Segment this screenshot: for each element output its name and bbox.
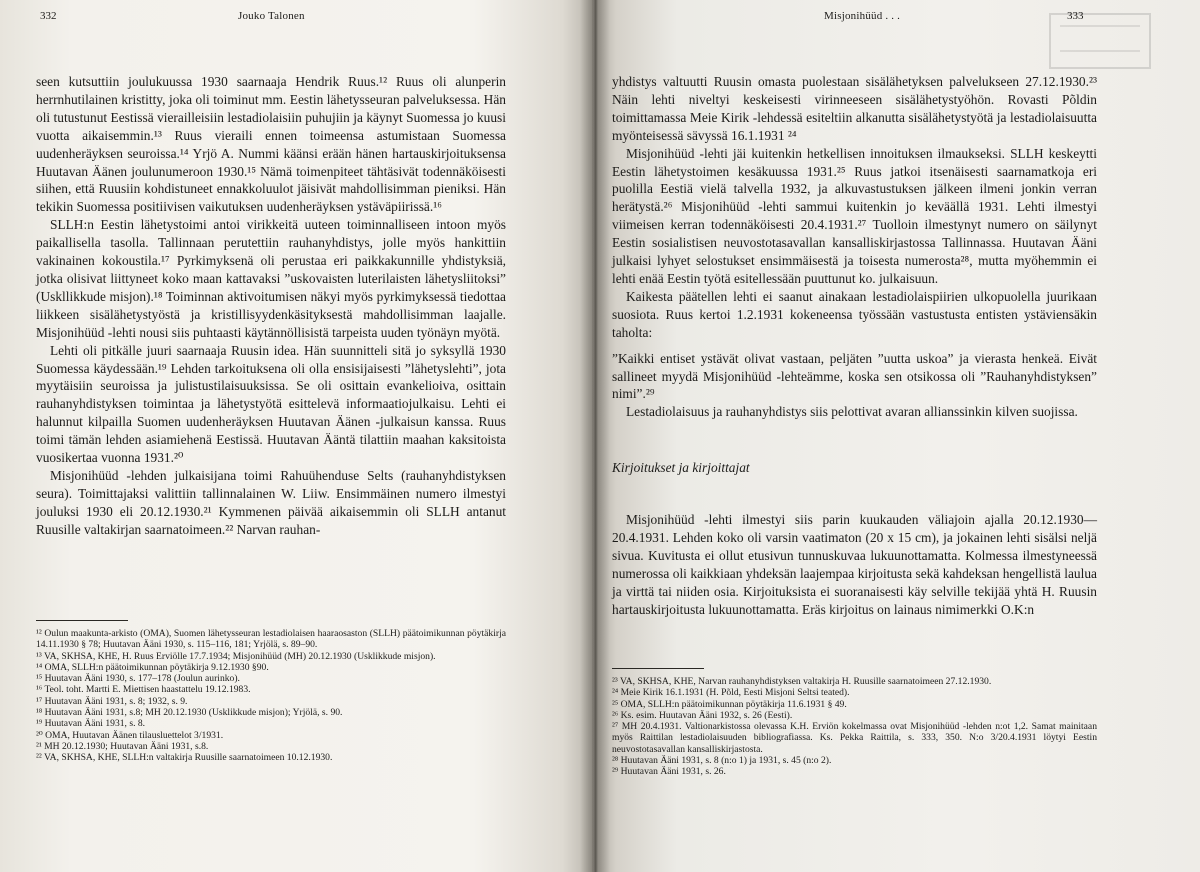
right-page <box>592 0 1200 872</box>
section-heading: Kirjoitukset ja kirjoittajat <box>612 460 750 476</box>
footnote-24: ²⁴ Meie Kirik 16.1.1931 (H. Põld, Eesti Misjoni Seltsi teated). <box>612 687 850 699</box>
left-page <box>0 0 592 872</box>
footnote-20: ²⁰ OMA, Huutavan Äänen tilausluettelot 3/1931. <box>36 729 224 741</box>
right-paragraph-2: Misjonihüüd -lehti jäi kuitenkin hetkellisen innoituksen ilmaukseksi. SLLH keskeytti Eestin lähetystoimen kesäkuussa 1931.²⁵ Ruus jatkoi itsenäisesti saarnamatkoja eri puolilla Eestiä vielä talvella 1932, ja alkuvastustuksen jälkeen ilmeni jonkin verran herätystä.²⁶ Misjonihüüd -lehti sammui kuitenkin jo keväällä 1931. Lehti ilmestyi viimeisen kerran todennäköisesti 20.4.1931.²⁷ Tuolloin ilmestynyt numero on säilynyt Eestin sosialistisen neuvostotasavallan kansalliskirjastossa Tallinnassa. Huutavan Ääni julkaisi lyhyet selostukset ensimmäisestä ja toisesta numerosta²⁸, mutta myöhemmin ei lehti enää Eestin työtä esitellessään puuttunut ko. julkaisuun. <box>612 145 1097 286</box>
left-footnote-rule <box>36 620 128 621</box>
left-body-text <box>36 73 506 539</box>
footnote-26: ²⁶ Ks. esim. Huutavan Ääni 1932, s. 26 (Eesti). <box>612 709 793 721</box>
block-quote: ”Kaikki entiset ystävät olivat vastaan, peljäten ”uutta uskoa” ja vierasta henkeä. Eivät sallineet myydä Misjonihüüd -lehteämme, koska sen otsikossa oli ”Rauhanyhdistyksen” nimi”.²⁹ <box>612 350 1097 402</box>
footnote-16: ¹⁶ Teol. toht. Martti E. Miettisen haastattelu 19.12.1983. <box>36 684 251 696</box>
footnote-15: ¹⁵ Huutavan Ääni 1930, s. 177–178 (Joulun aurinko). <box>36 673 240 685</box>
right-footnotes <box>612 676 1097 778</box>
footnote-25: ²⁵ OMA, SLLH:n päätoimikunnan pöytäkirja 11.6.1931 § 49. <box>612 698 847 710</box>
right-paragraph-5: Misjonihüüd -lehti ilmestyi siis parin kuukauden väliajoin ajalla 20.12.1930—20.4.1931. Lehden koko oli varsin vaatimaton (20 x 15 cm), ja jokainen lehti sisälsi neljä sivua. Kuvitusta ei ollut etusivun tunnuskuvaa lukuunottamatta. Kolmessa ilmestyneessä numerossa oli kaikkiaan yhdeksän laajempaa kirjoitusta sekä kahdeksan hengellistä laulua ja virttä tai niiden osia. Kirjoituksista ei suoranaisesti käy selville tekijää yhtä H. Ruusin hartauskirjoitusta lukuunottamatta. Eräs kirjoitus on lainaus nimimerkki O.K:n <box>612 512 1097 617</box>
footnote-23: ²³ VA, SKHSA, KHE, Narvan rauhanyhdistyksen valtakirja H. Ruusille saarnatoimeen 27.12.1930. <box>612 676 992 687</box>
left-paragraph-2: SLLH:n Eestin lähetystoimi antoi virikkeitä uuteen toiminnalliseen intoon myös paikallisella tasolla. Tallinnaan perutettiin rauhanyhdistys, jolle myös hankittiin vakinainen kokoustila.¹⁷ Pyrkimyksenä oli perustaa eri paikkakunnille yhdistyksiä, jotka olisivat liittyneet koko maan kattavaksi ”uskovaisten luterilaisten lähetysliitoksi” (Uskllikkude misjon).¹⁸ Toiminnan aktivoitumisen näkyi myös pyrkimyksessä tiedottaa liikkeen sisälähetystyöstä ja kristillisyydenkäsityksestä mahdollisimman laajalle. Misjonihüüd -lehti nousi siis puhtaasti käytännöllisistä tarpeista uuden työnäyn myötä. <box>36 217 506 340</box>
footnote-19: ¹⁹ Huutavan Ääni 1931, s. 8. <box>36 718 146 730</box>
left-paragraph-4: Misjonihüüd -lehden julkaisijana toimi Rahuühenduse Selts (rauhanyhdistyksen seura). Toimittajaksi valittiin tallinnalainen W. Liiw. Ensimmäinen numero ilmestyi jouluksi 1930 eli 20.12.1930.²¹ Kymmenen päivää aikaisemmin oli SLLH antanut Ruusille valtakirjan saarnatoimeen.²² Narvan rauhan- <box>36 467 506 537</box>
library-stamp-mark <box>1040 6 1160 76</box>
left-paragraph-1: seen kutsuttiin joulukuussa 1930 saarnaaja Hendrik Ruus.¹² Ruus oli alunperin herrnhutilainen kristitty, joka oli toiminut mm. Eestin lähetysseuran palveluksessa. Hän oli tutustunut Eestissä vierailleisiin lestadiolaisiin puhujiin ja käynyt Suomessa jo kuusi vuotta aikaisemmin.¹³ Ruus vieraili ennen toimeensa astumistaan Suomessa uudenheräyksen seuroissa.¹⁴ Yrjö A. Nummi käänsi erään hänen hartauskirjoituksensa Huutavan Äänen joulunumeroon 1930.¹⁵ Nämä toimenpiteet tähtäsivät todennäköisesti siihen, että Ruusiin kohdistuneet ennakkoluulot jäisivät mahdollisimman pieniksi. Hän tekikin Suomessa positiivisen vaikutuksen uudenheräyksen ystäväpiirissä.¹⁶ <box>36 74 506 215</box>
footnote-17: ¹⁷ Huutavan Ääni 1931, s. 8; 1932, s. 9. <box>36 695 188 707</box>
footnote-13: ¹³ VA, SKHSA, KHE, H. Ruus Erviölle 17.7.1934; Misjonihüüd (MH) 20.12.1930 (Usklikkude misjon). <box>36 650 436 662</box>
left-footnotes <box>36 628 506 764</box>
footnote-18: ¹⁸ Huutavan Ääni 1931, s.8; MH 20.12.1930 (Usklikkude misjon); Yrjölä, s. 90. <box>36 707 343 719</box>
right-paragraph-3: Kaikesta päätellen lehti ei saanut ainakaan lestadiolaispiirien ulkopuolella juurikaan suosiota. Ruus kertoi 1.2.1931 kokeneensa työssään vastustusta entisten ystäviensäkin taholta: <box>612 288 1097 340</box>
footnote-27: ²⁷ MH 20.4.1931. Valtionarkistossa olevassa K.H. Erviön kokelmassa ovat Misjonihüüd -lehden n:ot 1,2. Samat mainitaan myös Raittilan lestadiolaisuuden bibliografiassa. Ks. Pekka Raittila, s. 333, 350. N:o 3/20.4.1931 löytyi Eestin neuvostotasavallan kansalliskirjastosta. <box>612 721 1097 755</box>
left-running-head: Jouko Talonen <box>238 10 305 22</box>
footnote-14: ¹⁴ OMA, SLLH:n päätoimikunnan pöytäkirja 9.12.1930 §90. <box>36 661 269 673</box>
footnote-22: ²² VA, SKHSA, KHE, SLLH:n valtakirja Ruusille saarnatoimeen 10.12.1930. <box>36 752 333 764</box>
footnote-21: ²¹ MH 20.12.1930; Huutavan Ääni 1931, s.8. <box>36 740 209 752</box>
footnote-12: ¹² Oulun maakunta-arkisto (OMA), Suomen lähetysseuran lestadiolaisen haaraosaston (SLLH) päätoimikunnan pöytäkirja 14.11.1930 § 78; Huutavan Ääni 1930, s. 115–116, 181; Yrjölä, s. 89–90. <box>36 628 506 651</box>
footnote-29: ²⁹ Huutavan Ääni 1931, s. 26. <box>612 766 726 778</box>
right-body-text <box>612 73 1097 619</box>
right-running-head: Misjonihüüd . . . <box>824 10 901 22</box>
right-page-number: 333 <box>1067 10 1084 22</box>
left-paragraph-3: Lehti oli pitkälle juuri saarnaaja Ruusin idea. Hän suunnitteli sitä jo syksyllä 1930 Suomessa käydessään.¹⁹ Lehden tarkoituksena oli olla ensisijaisesti ”lähetyslehti”, jota myytäisiin seuroissa ja julistustilaisuuksissa. Se oli osittain evankelioiva, osittain rauhanyhdistyksen toimintaa ja lähetystyötä esittelevä informaatiojulkaisu. Lehti ei halunnut kilpailla Suomen uudenheräyksen Huutavan Äänen -julkaisun kanssa. Ruus toimi tämän lehden asiamiehenä Eestissä. Huutavan Ääntä tilattiin maahan kaksitoista vuosikertaa vuonna 1931.²⁰ <box>36 342 506 466</box>
right-paragraph-4: Lestadiolaisuus ja rauhanyhdistys siis pelottivat avaran allianssinkin kilven suojissa. <box>626 404 1078 420</box>
right-paragraph-1: yhdistys valtuutti Ruusin omasta puolestaan sisälähetyksen palvelukseen 27.12.1930.²³ Näin lehti niveltyi keskeisesti virinneeseen sisälähetystyöhön. Rovasti Põldin toimittamassa Meie Kirik -lehdessä esiteltiin alkanutta sisälähetystyötä ja lestadiolaisuutta myönteisessä sävyssä 16.1.1931 ²⁴ <box>612 74 1097 143</box>
right-footnote-rule <box>612 668 704 669</box>
left-page-number: 332 <box>40 10 57 22</box>
footnote-28: ²⁸ Huutavan Ääni 1931, s. 8 (n:o 1) ja 1931, s. 45 (n:o 2). <box>612 755 832 767</box>
